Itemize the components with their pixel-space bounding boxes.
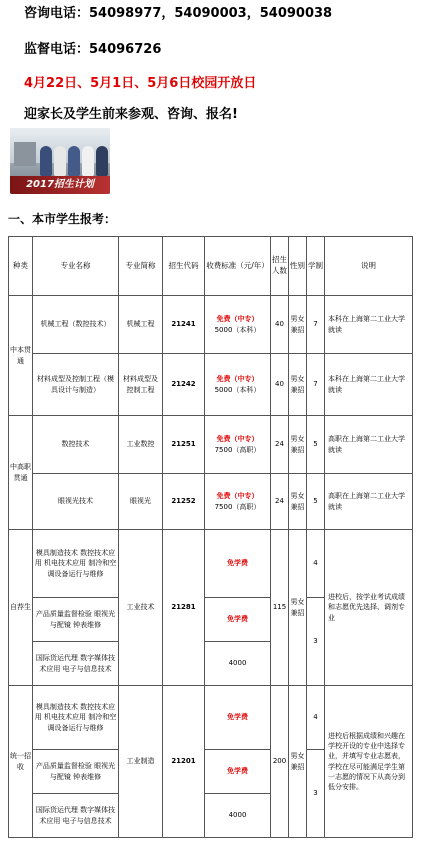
major-short: 工业数控 [119, 416, 163, 474]
fee-free-label: 免费（中专） [216, 492, 259, 501]
major-name: 眼视光技术 [33, 474, 119, 530]
enroll-code: 21251 [163, 416, 205, 474]
note-cell: 本科在上海第二工业大学就读 [325, 354, 413, 416]
major-group: 模具制造技术 数控技术应用 机电技术应用 制冷和空调设备运行与维修 [33, 530, 119, 598]
major-group: 国际货运代理 数字媒体技术应用 电子与信息技术 [33, 642, 119, 686]
enrollment-table [8, 236, 413, 838]
enroll-count: 115 [271, 530, 289, 686]
banner-caption: 2017招生计划 [10, 176, 110, 194]
major-name: 数控技术 [33, 416, 119, 474]
major-short: 机械工程 [119, 296, 163, 354]
gender-cell: 男女兼招 [289, 474, 307, 530]
enroll-count: 24 [271, 416, 289, 474]
major-name: 机械工程（数控技术） [33, 296, 119, 354]
years-cell: 7 [307, 354, 325, 416]
enroll-count: 40 [271, 296, 289, 354]
open-days: 4月22日、5月1日、5月6日校园开放日 [24, 76, 257, 91]
major-group: 国际货运代理 数字媒体技术应用 电子与信息技术 [33, 794, 119, 838]
fee-free-label: 免学费 [205, 686, 271, 750]
years-cell: 5 [307, 474, 325, 530]
major-group: 模具制造技术 数控技术应用 机电技术应用 制冷和空调设备运行与维修 [33, 686, 119, 750]
gender-cell: 男女兼招 [289, 354, 307, 416]
fee-amount: 7500（高职） [214, 445, 261, 454]
header-cell: 招生代码 [163, 237, 205, 296]
years-cell: 7 [307, 296, 325, 354]
note-cell: 进校后，按学业考试成绩和志愿优先选择、调剂专业 [325, 530, 413, 686]
enroll-code: 21252 [163, 474, 205, 530]
enroll-count: 200 [271, 686, 289, 838]
fee-amount: 4000 [205, 794, 271, 838]
header-cell: 专业简称 [119, 237, 163, 296]
major-group: 产品质量监督检验 眼视光与配镜 钟表维修 [33, 750, 119, 794]
fee-free-label: 免费（中专） [216, 435, 259, 444]
fee-amount: 7500（高职） [214, 502, 261, 511]
fee-cell [205, 296, 271, 354]
table-row [9, 686, 413, 750]
note-cell: 高职在上海第二工业大学就读 [325, 474, 413, 530]
header-cell: 说明 [325, 237, 413, 296]
section-title: 一、本市学生报考： [8, 212, 117, 226]
fee-free-label: 免费（中专） [216, 375, 259, 384]
enroll-code: 21242 [163, 354, 205, 416]
major-short: 眼视光 [119, 474, 163, 530]
major-short: 材料成型及控制工程 [119, 354, 163, 416]
enroll-count: 40 [271, 354, 289, 416]
header-cell: 专业名称 [33, 237, 119, 296]
enrollment-banner [10, 128, 110, 194]
gender-cell: 男女兼招 [289, 416, 307, 474]
table-row [9, 416, 413, 474]
fee-free-label: 免学费 [205, 598, 271, 642]
fee-cell [205, 354, 271, 416]
table-row [9, 296, 413, 354]
major-short: 工业制造 [119, 686, 163, 838]
header-cell: 种类 [9, 237, 33, 296]
header-cell: 学制 [307, 237, 325, 296]
fee-amount: 4000 [205, 642, 271, 686]
fee-cell [205, 416, 271, 474]
years-cell: 4 [307, 530, 325, 598]
fee-amount: 5000（本科） [214, 325, 261, 334]
consult-phone: 咨询电话：54098977，54090003，54090038 [24, 6, 333, 21]
category-cell: 中高职贯通 [9, 416, 33, 530]
category-cell: 中本贯通 [9, 296, 33, 416]
supervise-phone: 监督电话：54096726 [24, 42, 162, 57]
gender-cell: 男女兼招 [289, 686, 307, 838]
fee-free-label: 免学费 [205, 750, 271, 794]
header-cell: 性别 [289, 237, 307, 296]
enroll-code: 21241 [163, 296, 205, 354]
major-name: 材料成型及控制工程（模具设计与制造） [33, 354, 119, 416]
note-cell: 本科在上海第二工业大学就读 [325, 296, 413, 354]
years-cell: 3 [307, 750, 325, 838]
fee-amount: 5000（本科） [214, 385, 261, 394]
fee-free-label: 免费（中专） [216, 315, 259, 324]
table-row [9, 530, 413, 598]
header-cell: 招生人数 [271, 237, 289, 296]
enroll-code: 21281 [163, 530, 205, 686]
category-cell: 统一招收 [9, 686, 33, 838]
table-header-row [9, 237, 413, 296]
note-cell: 进校后根据成绩和兴趣在学校开设的专业中选择专业，并填写专业志愿表，学校在尽可能满足学生第一志愿的情况下从高分到低分安排。 [325, 686, 413, 838]
gender-cell: 男女兼招 [289, 296, 307, 354]
enroll-code: 21201 [163, 686, 205, 838]
category-cell: 自荐生 [9, 530, 33, 686]
years-cell: 3 [307, 598, 325, 686]
welcome-text: 迎家长及学生前来参观、咨询、报名! [24, 107, 238, 122]
years-cell: 5 [307, 416, 325, 474]
building-shape [14, 142, 36, 166]
header-cell: 收费标准（元/年） [205, 237, 271, 296]
enroll-count: 24 [271, 474, 289, 530]
major-group: 产品质量监督检验 眼视光与配镜 钟表维修 [33, 598, 119, 642]
fee-free-label: 免学费 [205, 530, 271, 598]
table-row [9, 474, 413, 530]
table-row [9, 354, 413, 416]
fee-cell [205, 474, 271, 530]
note-cell: 高职在上海第二工业大学就读 [325, 416, 413, 474]
major-short: 工业技术 [119, 530, 163, 686]
gender-cell: 男女兼招 [289, 530, 307, 686]
years-cell: 4 [307, 686, 325, 750]
